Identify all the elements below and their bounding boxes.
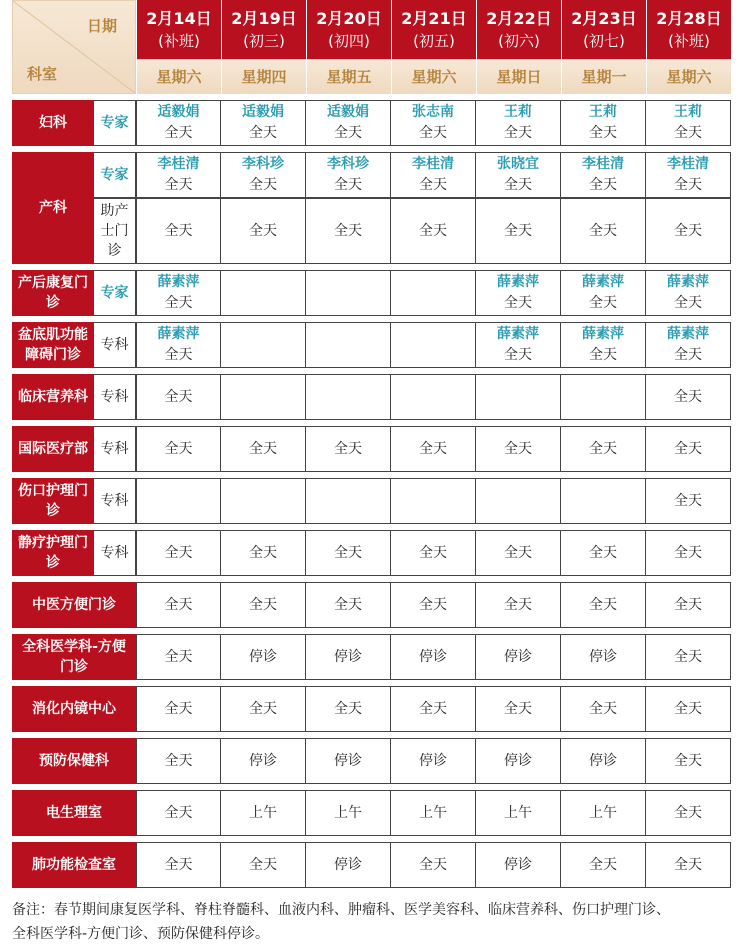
- clinic-time: 全天: [504, 295, 532, 311]
- schedule-cell: [391, 100, 476, 146]
- clinic-time: 全天: [249, 544, 277, 561]
- date-header-top: [562, 0, 646, 59]
- clinic-time: 全天: [589, 544, 617, 561]
- department-label: 全科医学科-方便门诊: [12, 634, 136, 680]
- clinic-time: 全天: [504, 125, 532, 141]
- date-label: 2月14日: [146, 9, 212, 28]
- schedule-cell: [391, 634, 476, 680]
- schedule-cell: [306, 790, 391, 836]
- schedule-cell: [306, 198, 391, 264]
- date-column-header: [476, 0, 561, 94]
- clinic-time: 停诊: [589, 648, 617, 665]
- doctor-name: 王莉: [674, 104, 702, 120]
- schedule-cell: [391, 686, 476, 732]
- doctor-name: 薛素萍: [582, 326, 624, 342]
- clinic-time: 停诊: [419, 752, 447, 769]
- schedule-cell: [136, 152, 221, 198]
- department-label: 伤口护理门诊: [12, 478, 94, 524]
- schedule-cell: [476, 270, 561, 316]
- schedule-cell: [221, 686, 306, 732]
- clinic-time: 全天: [419, 700, 447, 717]
- schedule-cell: [646, 374, 731, 420]
- schedule-cell: [221, 842, 306, 888]
- clinic-time: 停诊: [334, 752, 362, 769]
- clinic-time: 全天: [334, 544, 362, 561]
- schedule-cell: [306, 322, 391, 368]
- date-header-top: [137, 0, 221, 59]
- schedule-cell: [306, 426, 391, 472]
- weekday-label: 星期日: [477, 59, 561, 94]
- schedule-cell: [136, 198, 221, 264]
- doctor-name: 王莉: [504, 104, 532, 120]
- doctor-name: 张晓宜: [497, 156, 539, 172]
- clinic-time: 全天: [589, 125, 617, 141]
- clinic-time: 全天: [164, 648, 193, 665]
- weekday-label: 星期六: [137, 59, 221, 94]
- schedule-cell: [646, 530, 731, 576]
- schedule-cell: [136, 530, 221, 576]
- schedule-cell: [136, 582, 221, 628]
- doctor-name: 李科珍: [327, 156, 369, 172]
- schedule-cell: [136, 478, 221, 524]
- schedule-cell: [561, 426, 646, 472]
- schedule-cell: [476, 634, 561, 680]
- schedule-cell: [646, 198, 731, 264]
- date-note: (初四): [328, 32, 370, 50]
- doctor-name: 薛素萍: [157, 274, 200, 290]
- weekday-label: 星期六: [647, 59, 731, 94]
- date-header-top: [647, 0, 731, 59]
- department-label: 产科: [12, 152, 94, 264]
- clinic-time: 全天: [674, 752, 702, 769]
- corner-date-label: 日期: [86, 17, 117, 35]
- schedule-cell: [391, 374, 476, 420]
- schedule-cell: [136, 634, 221, 680]
- clinic-time: 全天: [589, 856, 617, 873]
- corner-dept-label: 科室: [27, 65, 58, 83]
- schedule-cell: [561, 270, 646, 316]
- clinic-time: 全天: [419, 440, 447, 457]
- clinic-time: 全天: [164, 856, 193, 873]
- date-column-header: [646, 0, 731, 94]
- schedule-cell: [221, 322, 306, 368]
- schedule-cell: [221, 426, 306, 472]
- schedule-cell: [306, 478, 391, 524]
- department-label: 临床营养科: [12, 374, 94, 420]
- sub-clinic-label: 专家: [94, 152, 136, 198]
- schedule-cell: [476, 478, 561, 524]
- clinic-time: 全天: [334, 222, 362, 239]
- doctor-name: 李桂清: [582, 156, 624, 172]
- schedule-cell: [561, 790, 646, 836]
- sub-clinic-label: 专科: [94, 322, 136, 368]
- schedule-cell: [476, 152, 561, 198]
- schedule-cell: [476, 198, 561, 264]
- schedule-cell: [221, 374, 306, 420]
- schedule-cell: [646, 842, 731, 888]
- schedule-cell: [561, 634, 646, 680]
- clinic-time: 全天: [674, 596, 702, 613]
- schedule-cell: [306, 270, 391, 316]
- date-column-header: [561, 0, 646, 94]
- department-label: 产后康复门诊: [12, 270, 94, 316]
- clinic-time: 停诊: [504, 648, 532, 665]
- schedule-cell: [221, 100, 306, 146]
- schedule-cell: [476, 426, 561, 472]
- clinic-time: 全天: [164, 177, 193, 193]
- department-label: 国际医疗部: [12, 426, 94, 472]
- sub-clinic-label: 专科: [94, 426, 136, 472]
- clinic-time: 全天: [504, 596, 532, 613]
- clinic-time: 停诊: [334, 856, 362, 873]
- schedule-cell: [221, 634, 306, 680]
- date-note: (初七): [583, 32, 625, 50]
- schedule-cell: [391, 198, 476, 264]
- doctor-name: 薛素萍: [497, 274, 539, 290]
- date-note: (初六): [498, 32, 540, 50]
- schedule-cell: [221, 152, 306, 198]
- clinic-time: 全天: [589, 177, 617, 193]
- schedule-cell: [561, 374, 646, 420]
- schedule-cell: [391, 582, 476, 628]
- clinic-time: 全天: [589, 700, 617, 717]
- clinic-time: 停诊: [249, 752, 277, 769]
- weekday-label: 星期一: [562, 59, 646, 94]
- clinic-time: 全天: [334, 125, 362, 141]
- schedule-cell: [561, 152, 646, 198]
- schedule-cell: [646, 582, 731, 628]
- schedule-cell: [561, 100, 646, 146]
- doctor-name: 薛素萍: [667, 326, 709, 342]
- department-label: 消化内镜中心: [12, 686, 136, 732]
- schedule-cell: [221, 530, 306, 576]
- schedule-cell: [136, 270, 221, 316]
- clinic-time: 全天: [334, 700, 362, 717]
- schedule-cell: [221, 270, 306, 316]
- schedule-cell: [561, 530, 646, 576]
- schedule-cell: [561, 478, 646, 524]
- clinic-time: 全天: [164, 295, 193, 311]
- date-header-top: [477, 0, 561, 59]
- schedule-cell: [306, 738, 391, 784]
- doctor-name: 适毅娟: [157, 104, 200, 120]
- clinic-time: 全天: [419, 222, 447, 239]
- schedule-cell: [136, 322, 221, 368]
- clinic-time: 停诊: [589, 752, 617, 769]
- date-label: 2月22日: [486, 9, 552, 28]
- schedule-cell: [306, 152, 391, 198]
- clinic-time: 全天: [249, 596, 277, 613]
- schedule-cell: [476, 530, 561, 576]
- schedule-cell: [391, 790, 476, 836]
- schedule-cell: [306, 686, 391, 732]
- doctor-name: 适毅娟: [242, 104, 284, 120]
- schedule-cell: [306, 374, 391, 420]
- schedule-cell: [561, 582, 646, 628]
- schedule-cell: [476, 374, 561, 420]
- clinic-time: 全天: [419, 544, 447, 561]
- clinic-time: 停诊: [419, 648, 447, 665]
- clinic-time: 全天: [674, 492, 702, 509]
- clinic-time: 全天: [164, 347, 193, 363]
- clinic-time: 全天: [674, 856, 702, 873]
- date-note: (补班): [158, 32, 200, 50]
- schedule-cell: [221, 738, 306, 784]
- schedule-cell: [561, 842, 646, 888]
- clinic-time: 全天: [164, 544, 193, 561]
- schedule-cell: [561, 686, 646, 732]
- clinic-time: 全天: [164, 596, 193, 613]
- schedule-cell: [476, 100, 561, 146]
- clinic-time: 全天: [504, 440, 532, 457]
- schedule-cell: [476, 686, 561, 732]
- clinic-time: 全天: [674, 388, 702, 405]
- clinic-time: 全天: [419, 177, 447, 193]
- schedule-cell: [391, 270, 476, 316]
- clinic-time: 全天: [589, 440, 617, 457]
- schedule-cell: [136, 790, 221, 836]
- clinic-time: 全天: [334, 440, 362, 457]
- clinic-time: 全天: [334, 177, 362, 193]
- date-label: 2月21日: [401, 9, 467, 28]
- doctor-name: 李科珍: [242, 156, 284, 172]
- department-label: 电生理室: [12, 790, 136, 836]
- clinic-time: 上午: [419, 804, 447, 821]
- schedule-cell: [646, 686, 731, 732]
- sub-clinic-label: 专科: [94, 530, 136, 576]
- schedule-cell: [136, 374, 221, 420]
- schedule-cell: [391, 738, 476, 784]
- footer-note: [12, 898, 732, 946]
- date-label: 2月19日: [231, 9, 297, 28]
- schedule-cell: [221, 478, 306, 524]
- schedule-cell: [391, 478, 476, 524]
- schedule-cell: [391, 530, 476, 576]
- schedule-cell: [221, 582, 306, 628]
- schedule-cell: [646, 426, 731, 472]
- schedule-cell: [476, 322, 561, 368]
- schedule-cell: [476, 790, 561, 836]
- clinic-time: 全天: [419, 856, 447, 873]
- schedule-cell: [646, 478, 731, 524]
- clinic-time: 全天: [334, 596, 362, 613]
- clinic-time: 停诊: [504, 856, 532, 873]
- clinic-time: 全天: [674, 125, 702, 141]
- doctor-name: 薛素萍: [157, 326, 200, 342]
- doctor-name: 薛素萍: [497, 326, 539, 342]
- schedule-cell: [306, 530, 391, 576]
- schedule-cell: [391, 842, 476, 888]
- clinic-time: 全天: [164, 700, 193, 717]
- doctor-name: 李桂清: [157, 156, 200, 172]
- schedule-cell: [561, 322, 646, 368]
- schedule-cell: [476, 582, 561, 628]
- schedule-cell: [221, 790, 306, 836]
- clinic-time: 全天: [249, 222, 277, 239]
- schedule-cell: [646, 100, 731, 146]
- sub-clinic-label: 专科: [94, 478, 136, 524]
- doctor-name: 李桂清: [412, 156, 454, 172]
- clinic-time: 全天: [249, 856, 277, 873]
- weekday-label: 星期四: [222, 59, 306, 94]
- clinic-time: 全天: [504, 347, 532, 363]
- clinic-time: 全天: [674, 648, 702, 665]
- sub-clinic-label: 专家: [94, 100, 136, 146]
- date-column-header: [306, 0, 391, 94]
- clinic-time: 全天: [164, 752, 193, 769]
- clinic-time: 全天: [164, 222, 193, 239]
- footer-note-line-1: 备注：春节期间康复医学科、脊柱脊髓科、血液内科、肿瘤科、医学美容科、临床营养科、伤口护理门诊、: [12, 902, 670, 918]
- clinic-time: 全天: [249, 125, 277, 141]
- schedule-cell: [136, 426, 221, 472]
- schedule-cell: [306, 582, 391, 628]
- schedule-cell: [306, 634, 391, 680]
- clinic-time: 全天: [249, 177, 277, 193]
- clinic-time: 全天: [164, 804, 193, 821]
- clinic-time: 全天: [164, 440, 193, 457]
- doctor-name: 李桂清: [667, 156, 709, 172]
- date-header-top: [222, 0, 306, 59]
- clinic-time: 全天: [504, 177, 532, 193]
- clinic-time: 停诊: [249, 648, 277, 665]
- clinic-time: 上午: [589, 804, 617, 821]
- schedule-cell: [136, 738, 221, 784]
- date-label: 2月23日: [571, 9, 637, 28]
- schedule-cell: [646, 790, 731, 836]
- clinic-time: 上午: [504, 804, 532, 821]
- sub-clinic-label: 助产士门诊: [94, 198, 136, 264]
- clinic-time: 全天: [674, 222, 702, 239]
- date-note: (初三): [243, 32, 285, 50]
- clinic-time: 全天: [164, 125, 193, 141]
- footer-note-line-2: 全科医学科-方便门诊、预防保健科停诊。: [12, 926, 270, 942]
- date-header-top: [392, 0, 476, 59]
- doctor-name: 适毅娟: [327, 104, 369, 120]
- clinic-time: 全天: [674, 544, 702, 561]
- schedule-cell: [136, 100, 221, 146]
- schedule-cell: [306, 842, 391, 888]
- clinic-time: 全天: [674, 804, 702, 821]
- clinic-time: 全天: [504, 222, 532, 239]
- weekday-label: 星期五: [307, 59, 391, 94]
- schedule-cell: [646, 270, 731, 316]
- clinic-time: 全天: [419, 125, 447, 141]
- clinic-time: 停诊: [504, 752, 532, 769]
- schedule-cell: [476, 738, 561, 784]
- department-label: 静疗护理门诊: [12, 530, 94, 576]
- date-label: 2月28日: [656, 9, 722, 28]
- schedule-cell: [646, 738, 731, 784]
- schedule-cell: [136, 686, 221, 732]
- clinic-time: 全天: [249, 440, 277, 457]
- clinic-time: 全天: [589, 596, 617, 613]
- clinic-time: 上午: [334, 804, 362, 821]
- clinic-time: 全天: [249, 700, 277, 717]
- clinic-time: 全天: [674, 347, 702, 363]
- date-column-header: [221, 0, 306, 94]
- clinic-time: 全天: [674, 295, 702, 311]
- schedule-cell: [646, 322, 731, 368]
- date-note: (补班): [668, 32, 710, 50]
- schedule-cell: [136, 842, 221, 888]
- schedule-cell: [561, 738, 646, 784]
- department-label: 妇科: [12, 100, 94, 146]
- date-column-header: [391, 0, 476, 94]
- schedule-cell: [561, 198, 646, 264]
- clinic-time: 全天: [674, 440, 702, 457]
- sub-clinic-label: 专科: [94, 374, 136, 420]
- doctor-name: 王莉: [589, 104, 617, 120]
- clinic-time: 全天: [674, 700, 702, 717]
- schedule-cell: [646, 634, 731, 680]
- clinic-time: 全天: [419, 596, 447, 613]
- clinic-time: 上午: [249, 804, 277, 821]
- schedule-cell: [221, 198, 306, 264]
- schedule-cell: [391, 152, 476, 198]
- schedule-cell: [391, 322, 476, 368]
- clinic-time: 全天: [589, 222, 617, 239]
- clinic-time: 全天: [674, 177, 702, 193]
- clinic-time: 全天: [589, 347, 617, 363]
- clinic-time: 全天: [164, 388, 193, 405]
- weekday-label: 星期六: [392, 59, 476, 94]
- clinic-time: 全天: [589, 295, 617, 311]
- header-corner: [12, 0, 136, 94]
- schedule-cell: [646, 152, 731, 198]
- doctor-name: 薛素萍: [582, 274, 624, 290]
- date-column-header: [136, 0, 221, 94]
- department-label: 盆底肌功能障碍门诊: [12, 322, 94, 368]
- date-header-top: [307, 0, 391, 59]
- doctor-name: 张志南: [412, 104, 454, 120]
- schedule-cell: [391, 426, 476, 472]
- department-label: 预防保健科: [12, 738, 136, 784]
- department-label: 肺功能检查室: [12, 842, 136, 888]
- clinic-time: 停诊: [334, 648, 362, 665]
- clinic-time: 全天: [504, 544, 532, 561]
- schedule-cell: [306, 100, 391, 146]
- department-label: 中医方便门诊: [12, 582, 136, 628]
- doctor-name: 薛素萍: [667, 274, 709, 290]
- date-label: 2月20日: [316, 9, 382, 28]
- clinic-time: 全天: [504, 700, 532, 717]
- date-note: (初五): [413, 32, 455, 50]
- sub-clinic-label: 专家: [94, 270, 136, 316]
- schedule-cell: [476, 842, 561, 888]
